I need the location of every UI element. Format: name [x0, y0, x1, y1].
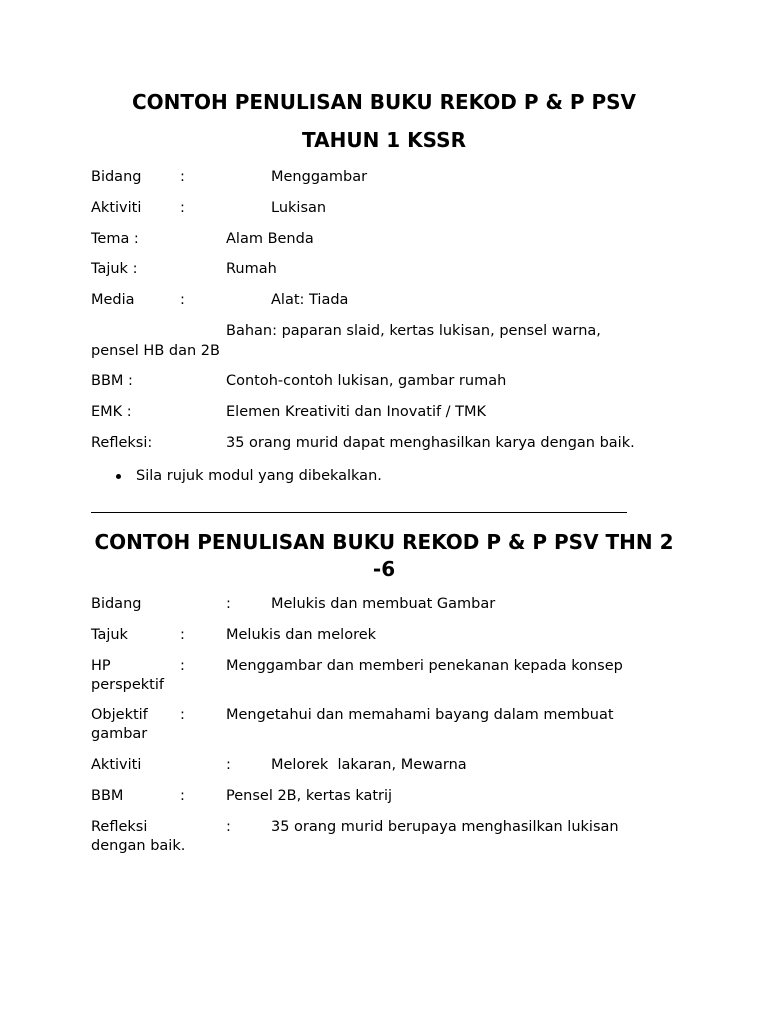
s1-tema-label: Tema :: [91, 231, 139, 247]
s2-aktiviti-label: Aktiviti: [91, 757, 142, 773]
s1-refleksi-label: Refleksi:: [91, 435, 153, 451]
s1-tajuk-value: Rumah: [226, 261, 277, 277]
s2-objektif-colon: :: [180, 707, 185, 723]
s1-bidang-label: Bidang: [91, 169, 142, 185]
s2-objektif-label-line1: Objektif: [91, 707, 148, 723]
section2-title-line2: -6: [372, 557, 396, 581]
s1-tajuk-label: Tajuk :: [91, 261, 138, 277]
bullet-icon: [116, 474, 121, 479]
s2-bidang-colon: :: [226, 596, 231, 612]
s1-media-label: Media: [91, 292, 135, 308]
s2-refleksi-line2: dengan baik.: [91, 838, 186, 854]
s2-refleksi-value: 35 orang murid berupaya menghasilkan lukisan: [271, 819, 619, 835]
s1-bidang-colon: :: [180, 169, 185, 185]
s2-aktiviti-value: Melorek lakaran, Mewarna: [271, 757, 467, 773]
s2-refleksi-label: Refleksi: [91, 819, 148, 835]
s2-tajuk-colon: :: [180, 627, 185, 643]
s2-bbm-colon: :: [180, 788, 185, 804]
s1-bahan-line2: pensel HB dan 2B: [91, 343, 220, 359]
s1-bbm-value: Contoh-contoh lukisan, gambar rumah: [226, 373, 507, 389]
s2-tajuk-label: Tajuk: [91, 627, 128, 643]
s2-bbm-value: Pensel 2B, kertas katrij: [226, 788, 393, 804]
section1-title-line2: TAHUN 1 KSSR: [302, 128, 466, 152]
s1-bidang-value: Menggambar: [271, 169, 368, 185]
s2-aktiviti-colon: :: [226, 757, 231, 773]
s2-hp-value: Menggambar dan memberi penekanan kepada konsep: [226, 658, 623, 674]
section-divider: [91, 512, 627, 513]
s2-objektif-label-line2: gambar: [91, 726, 148, 742]
s2-bidang-label: Bidang: [91, 596, 142, 612]
section1-title-line1: CONTOH PENULISAN BUKU REKOD P & P PSV: [131, 90, 637, 114]
s2-bbm-label: BBM: [91, 788, 124, 804]
s1-aktiviti-value: Lukisan: [271, 200, 327, 216]
s2-tajuk-value: Melukis dan melorek: [226, 627, 377, 643]
s1-aktiviti-colon: :: [180, 200, 185, 216]
s2-hp-label-line1: HP: [91, 658, 111, 674]
s1-emk-value: Elemen Kreativiti dan Inovatif / TMK: [226, 404, 487, 420]
section2-title-line1: CONTOH PENULISAN BUKU REKOD P & P PSV THN 2: [94, 530, 674, 554]
s1-bbm-label: BBM :: [91, 373, 133, 389]
s1-refleksi-value: 35 orang murid dapat menghasilkan karya dengan baik.: [226, 435, 635, 451]
s2-objektif-value: Mengetahui dan memahami bayang dalam membuat: [226, 707, 614, 723]
s1-media-value: Alat: Tiada: [271, 292, 349, 308]
s1-note: Sila rujuk modul yang dibekalkan.: [136, 468, 382, 484]
s1-emk-label: EMK :: [91, 404, 132, 420]
s1-bahan-line1: Bahan: paparan slaid, kertas lukisan, pensel warna,: [226, 323, 601, 339]
s2-bidang-value: Melukis dan membuat Gambar: [271, 596, 496, 612]
s2-hp-label-line2: perspektif: [91, 677, 164, 693]
s1-tema-value: Alam Benda: [226, 231, 314, 247]
s2-hp-colon: :: [180, 658, 185, 674]
s2-refleksi-colon: :: [226, 819, 231, 835]
s1-aktiviti-label: Aktiviti: [91, 200, 142, 216]
s1-media-colon: :: [180, 292, 185, 308]
